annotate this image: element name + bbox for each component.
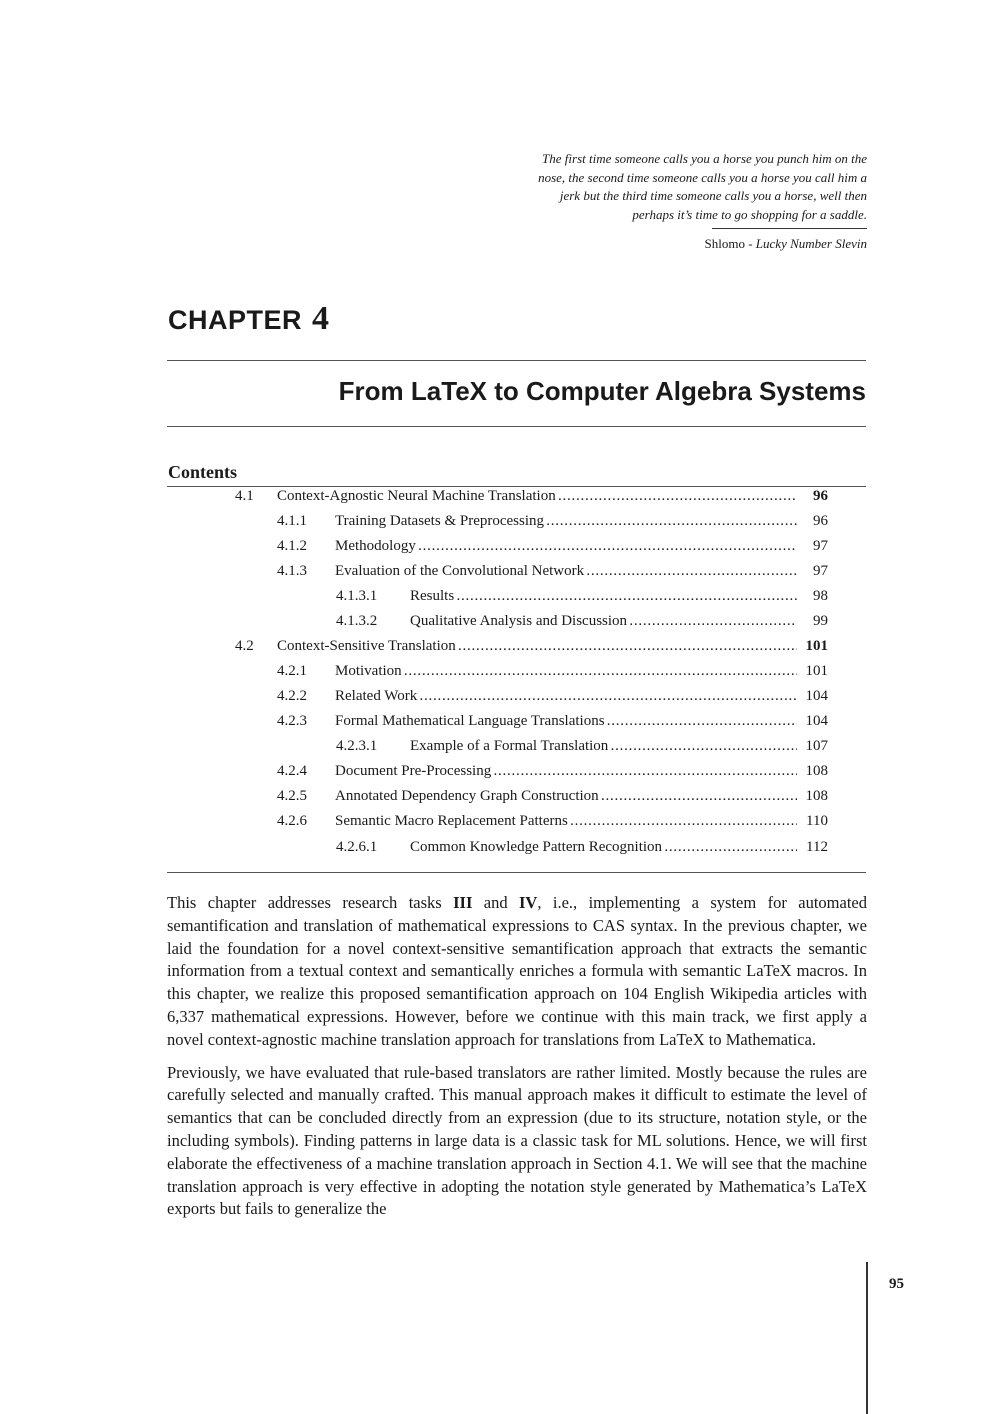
epigraph-line: The first time someone calls you a horse you punch him on the (542, 151, 867, 166)
research-task-ref: IV (519, 893, 538, 912)
toc-entry[interactable] (168, 513, 828, 538)
toc-entry-title: Motivation . . . (335, 663, 797, 680)
toc-entry-page: 104 (802, 688, 829, 705)
toc-entry[interactable] (168, 738, 828, 763)
epigraph-text (480, 150, 867, 224)
epigraph-author: Shlomo (704, 236, 745, 251)
toc-entry-title: Example of a Formal Translation . . . (410, 738, 797, 755)
margin-rule (866, 1262, 868, 1414)
paragraph-motivation: Previously, we have evaluated that rule-based translators are rather limited. Mostly because the rules are carefully selected and manually crafted. This manual approach makes it difficult to estimate the level of semantics that can be concluded directly from an expression (due to its structure, notation style, or the including symbols). Finding patterns in large data is a classic task for ML solutions. Hence, we will first elaborate the effectiveness of a machine translation approach in Section 4.1. We will see that the machine translation approach is very effective in adopting the notation style generated by Mathematica’s LaTeX exports but fails to generalize the (167, 1062, 867, 1219)
toc-entry-title: Formal Mathematical Language Translations . . . (335, 713, 797, 730)
epigraph-source (480, 235, 867, 253)
chapter-label (168, 300, 330, 338)
toc-entry[interactable] (168, 488, 828, 513)
page-number: 95 (889, 1276, 904, 1292)
toc-entry[interactable] (168, 538, 828, 563)
toc-entry[interactable] (168, 638, 828, 663)
epigraph-divider (712, 228, 867, 229)
toc-entry-title: Semantic Macro Replacement Patterns . . . (335, 813, 797, 830)
toc-entry-number: 4.2.4 (277, 763, 307, 779)
toc-entry[interactable] (168, 813, 828, 838)
toc-entry-page: 107 (802, 738, 829, 755)
toc-entry-title: Document Pre-Processing . . . (335, 763, 797, 780)
chapter-word: CHAPTER (168, 305, 303, 335)
toc-entry-number: 4.2.1 (277, 663, 307, 679)
body-text (167, 892, 867, 1231)
toc-entry-number: 4.1.3.2 (336, 613, 378, 629)
research-task-ref: III (453, 893, 473, 912)
toc-entry-page: 104 (802, 713, 829, 730)
toc-entry[interactable] (168, 588, 828, 613)
toc-entry-number: 4.2 (235, 638, 254, 654)
contents-rule-bottom (167, 872, 866, 873)
toc-entry-title: Results . . . (410, 588, 797, 605)
toc-entry-title: Context-Sensitive Translation . . . (277, 638, 797, 655)
contents-rule-top (167, 486, 866, 487)
epigraph-work: Lucky Number Slevin (755, 236, 867, 251)
epigraph-line: nose, the second time someone calls you a horse you call him a (538, 169, 867, 185)
epigraph-separator: - (744, 236, 756, 251)
toc-entry-page: 98 (809, 588, 828, 605)
toc-entry-title: Methodology . . . (335, 538, 797, 555)
epigraph (480, 150, 867, 253)
toc-entry[interactable] (168, 763, 828, 788)
toc-entry-title: Context-Agnostic Neural Machine Translation . . . (277, 488, 797, 505)
toc-entry-number: 4.1.3 (277, 563, 307, 579)
paragraph-text: This chapter addresses research tasks (167, 893, 454, 912)
toc-entry[interactable] (168, 713, 828, 738)
toc-entry-page: 101 (802, 638, 829, 655)
epigraph-line: perhaps it’s time to go shopping for a saddle. (632, 206, 867, 222)
toc-entry-page: 108 (802, 788, 829, 805)
epigraph-line: jerk but the third time someone calls you a horse, well then (559, 188, 867, 203)
toc-entry[interactable] (168, 663, 828, 688)
toc-entry[interactable] (168, 688, 828, 713)
toc-entry-title: Training Datasets & Preprocessing . . . (335, 513, 797, 530)
toc-entry-number: 4.1.1 (277, 513, 307, 529)
toc-entry-number: 4.2.3.1 (336, 738, 378, 754)
toc-entry-page: 96 (809, 513, 828, 530)
toc-entry-number: 4.2.6 (277, 813, 307, 829)
toc-entry-page: 101 (802, 663, 829, 680)
toc-entry-page: 96 (809, 488, 828, 505)
toc-entry[interactable] (168, 839, 828, 864)
toc-entry-title: Qualitative Analysis and Discussion . . . (410, 613, 797, 630)
chapter-rule-bottom (167, 426, 866, 427)
toc-entry-page: 108 (802, 763, 829, 780)
toc-entry-title: Evaluation of the Convolutional Network . . . (335, 563, 797, 580)
toc-entry-page: 110 (802, 813, 828, 830)
toc-entry-number: 4.1.2 (277, 538, 307, 554)
toc-entry-title: Annotated Dependency Graph Construction . . . (335, 788, 797, 805)
paragraph-text: , i.e., implementing a system for automated semantification and translation of mathematical expressions to CAS syntax. In the previous chapter, we laid the foundation for a novel context-sensitive semantification approach that extracts the semantic information from a textual context and semantically enriches a formula with semantic LaTeX macros. In this chapter, we realize this proposed semantification approach on 104 English Wikipedia articles with 6,337 mathematical expressions. However, before we continue with this main track, we first apply a novel context-agnostic machine translation approach for translations from LaTeX to Mathematica. (167, 893, 867, 1049)
toc-entry-page: 97 (809, 538, 828, 555)
toc-entry[interactable] (168, 788, 828, 813)
chapter-title: From LaTeX to Computer Algebra Systems (338, 376, 866, 406)
toc-entry-title: Common Knowledge Pattern Recognition . . . (410, 839, 797, 856)
paragraph-intro (167, 892, 867, 1052)
toc-entry[interactable] (168, 613, 828, 638)
toc-entry-number: 4.2.3 (277, 713, 307, 729)
toc-entry-number: 4.2.2 (277, 688, 307, 704)
toc-entry-number: 4.2.6.1 (336, 839, 378, 855)
contents-heading: Contents (168, 462, 238, 482)
toc-entry[interactable] (168, 563, 828, 588)
toc-entry-title: Related Work . . . (335, 688, 797, 705)
chapter-rule-top (167, 360, 866, 361)
toc-entry-page: 99 (809, 613, 828, 630)
toc-entry-page: 97 (809, 563, 828, 580)
toc-entry-number: 4.1.3.1 (336, 588, 378, 604)
toc-entry-number: 4.1 (235, 488, 254, 504)
paragraph-text: and (472, 893, 520, 912)
toc-entry-page: 112 (802, 839, 828, 856)
chapter-number: 4 (312, 300, 330, 337)
toc-entry-number: 4.2.5 (277, 788, 307, 804)
